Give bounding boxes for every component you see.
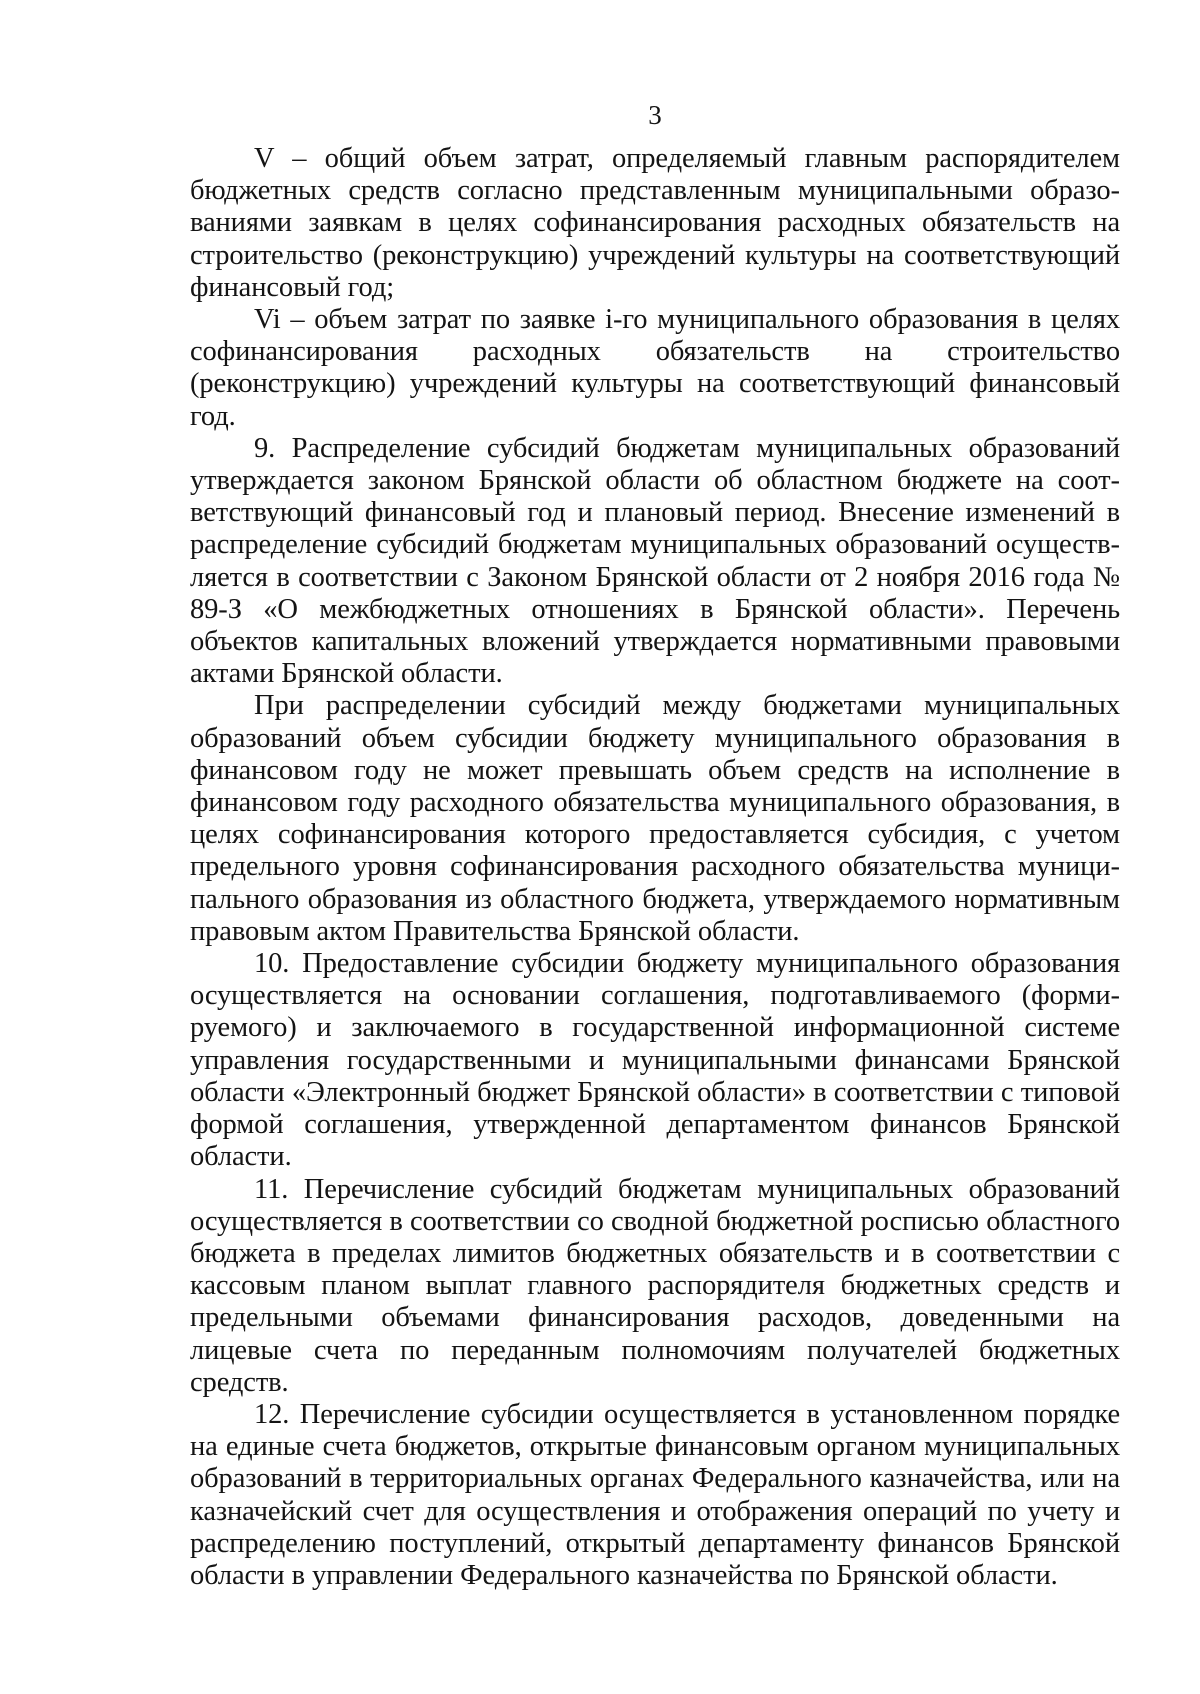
- paragraph-total-cost-definition: V – общий объем затрат, определяемый главным распорядителем бюджетных средств согласно представленным муниципальными образованиями заявкам в целях софинансирования расходных обязательств на строительство (реконструкцию) учреждений культуры на соответствующий финансовый год;: [190, 143, 1120, 303]
- paragraph-section-11: 11. Перечисление субсидий бюджетам муниципальных образований осуществляется в соответствии со сводной бюджетной росписью областного бюджета в пределах лимитов бюджетных обязательств и в соответствии с кассовым планом выплат главного распорядителя бюджетных средств и предельными объемами финансирования расходов, доведенными на лицевые счета по переданным полномочиям получателей бюджетных средств.: [190, 1173, 1120, 1398]
- paragraph-municipal-cost-definition: Vi – объем затрат по заявке i-го муниципального образования в целях софинансирования расходных обязательств на строительство (реконструкцию) учреждений культуры на соответствующий финансовый год.: [190, 304, 1120, 432]
- paragraph-section-10: 10. Предоставление субсидии бюджету муниципального образования осуществляется на основании соглашения, подготавливаемого (формируемого) и заключаемого в государственной информационной системе управления государственными и муниципальными финансами Брянской области «Электронный бюджет Брянской области» в соответствии с типовой формой соглашения, утвержденной департаментом финансов Брянской области.: [190, 948, 1120, 1173]
- paragraph-distribution-limit: При распределении субсидий между бюджетами муниципальных образований объем субсидии бюджету муниципального образования в финансовом году не может превышать объем средств на исполнение в финансовом году расходного обязательства муниципального образования, в целях софинансирования которого предоставляется субсидия, с учетом предельного уровня софинансирования расходного обязательства муниципального образования из областного бюджета, утверждаемого нормативным правовым актом Правительства Брянской области.: [190, 690, 1120, 947]
- paragraph-section-9: 9. Распределение субсидий бюджетам муниципальных образований утверждается законом Брянской области об областном бюджете на соответствующий финансовый год и плановый период. Внесение изменений в распределение субсидий бюджетам муниципальных образований осуществляется в соответствии с Законом Брянской области от 2 ноября 2016 года № 89-З «О межбюджетных отношениях в Брянской области». Перечень объектов капитальных вложений утверждается нормативными правовыми актами Брянской области.: [190, 432, 1120, 690]
- document-body: [190, 143, 1120, 1592]
- paragraph-section-12: 12. Перечисление субсидии осуществляется в установленном порядке на единые счета бюджетов, открытые финансовым органом муниципальных образований в территориальных органах Федерального казначейства, или на казначейский счет для осуществления и отображения операций по учету и распределению поступлений, открытый департаменту финансов Брянской области в управлении Федерального казначейства по Брянской области.: [190, 1398, 1120, 1591]
- page-number: 3: [648, 100, 662, 130]
